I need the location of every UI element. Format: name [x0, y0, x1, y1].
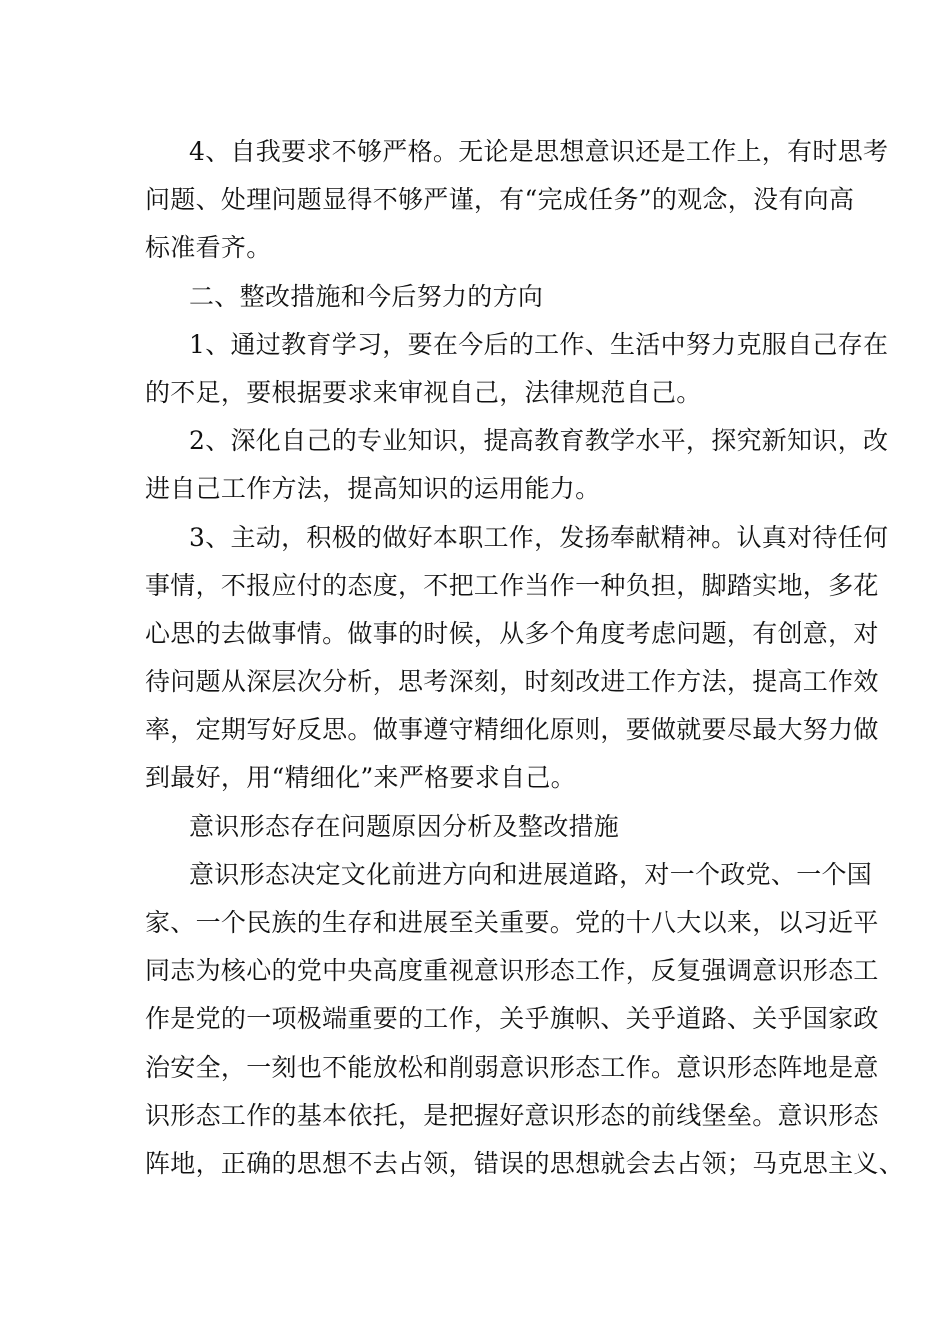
text-line: 3、主动，积极的做好本职工作，发扬奉献精神。认真对待任何	[189, 522, 889, 552]
text-line: 2、深化自己的专业知识，提高教育教学水平，探究新知识，改	[189, 426, 889, 456]
text-line: 待问题从深层次分析，思考深刻，时刻改进工作方法，提高工作效	[145, 667, 879, 697]
text-line: 事情，不报应付的态度，不把工作当作一种负担，脚踏实地，多花	[145, 570, 879, 600]
text-line: 进自己工作方法，提高知识的运用能力。	[145, 474, 601, 504]
text-line: 标准看齐。	[145, 233, 272, 263]
text-line: 意识形态存在问题原因分析及整改措施	[189, 811, 620, 841]
text-line: 同志为核心的党中央高度重视意识形态工作，反复强调意识形态工	[145, 956, 879, 986]
text-line: 阵地，正确的思想不去占领，错误的思想就会去占领；马克思主义、	[145, 1148, 905, 1178]
text-line: 1、通过教育学习，要在今后的工作、生活中努力克服自己存在	[189, 329, 889, 359]
text-line: 意识形态决定文化前进方向和进展道路，对一个政党、一个国	[189, 859, 873, 889]
text-line: 作是党的一项极端重要的工作，关乎旗帜、关乎道路、关乎国家政	[145, 1004, 879, 1034]
text-line: 识形态工作的基本依托，是把握好意识形态的前线堡垒。意识形态	[145, 1100, 879, 1130]
text-line: 治安全，一刻也不能放松和削弱意识形态工作。意识形态阵地是意	[145, 1052, 879, 1082]
text-line: 二、整改措施和今后努力的方向	[189, 281, 544, 311]
document-body	[145, 128, 905, 1188]
text-line: 4、自我要求不够严格。无论是思想意识还是工作上，有时思考	[189, 137, 889, 166]
text-line: 家、一个民族的生存和进展至关重要。党的十八大以来，以习近平	[145, 908, 879, 937]
text-line: 问题、处理问题显得不够严谨，有“完成任务”的观念，没有向高	[145, 185, 855, 215]
text-line: 心思的去做事情。做事的时候，从多个角度考虑问题，有创意，对	[145, 618, 879, 648]
text-line: 率，定期写好反思。做事遵守精细化原则，要做就要尽最大努力做	[145, 715, 879, 745]
text-line: 的不足，要根据要求来审视自己，法律规范自己。	[145, 377, 702, 407]
text-line: 到最好，用“精细化”来严格要求自己。	[145, 763, 576, 793]
